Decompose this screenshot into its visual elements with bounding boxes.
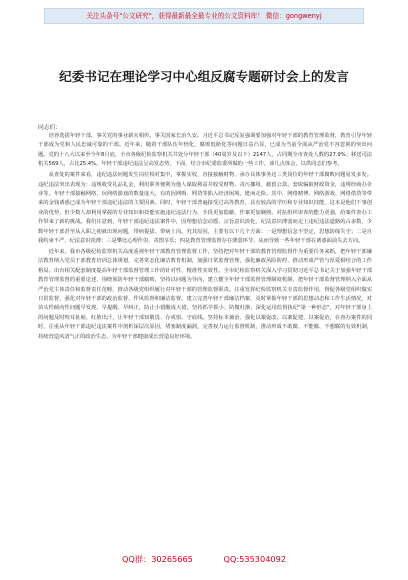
document-body [38, 132, 372, 342]
paragraph-2: 从查处的案件来看，违纪违法问题发生岗位相对集中，掌握实权，直接接触财物、承办具体事务这三类岗位的年轻干部腐败问题易发多发。违纪违法突出表现为：违规收受礼品礼金，利用职务便利为他人谋取利益并收受财物，贪污挪用、截留公款，套取骗取财政资金，违规经商办企业等。年轻干部接触网络、玩网络游戏的数量庞大，有的因网购、网贷等陷入经济困境，铤而走险。其中，网络赌博、网络游戏、网络借贷等带来的金钱诱惑已成为年轻干部违纪违法的主要因素。同时，年轻干部普遍接受过高等教育，具有较高的学历和专业知识技能，这本是他们干事创业的优势，但少数人却利用掌握的专业知识和技能实施违纪违法行为，手段更加隐蔽，作案更加娴熟，对抗组织审查的能力更强，给案件查办工作带来了新的挑战。我们注意到，年轻干部违纪违法案件中，因理想信念动摇、宗旨意识淡化、纪法意识薄弱而走上违纪违法道路的占多数，少数年轻干部甚至从入职之初就出现问题，带病提拔、带病上岗。究其原因，主要有以下几个方面：一是理想信念不坚定，思想防线失守；二是自我约束不严，纪法意识淡薄；三是攀比心理作祟，贪图享乐；四是教育管理监督存在薄弱环节，从而导致一些年轻干部在诱惑面前失去方向。 [38, 172, 372, 244]
footer-qq-group: QQ群：30265665 [121, 554, 193, 564]
footer-qq: QQ:535304092 [223, 554, 287, 564]
greeting: 同志们： [38, 125, 62, 131]
paragraph-1: 培养选拔年轻干部，事关党的事业薪火相传。事关国家长治久安。习近平总书记反复强调要加强对年轻干部的教育管理监督，教育引导年轻干部成为党和人民忠诚可靠的干部。近年来，随着干部队伍年轻化，腐败低龄化等问题日益凸显，已成为当前全面从严治党不容忽视的突出问题。党的十八大以来至今年8月底，全市各级纪检监察机关共处分年轻干部（40周岁及以下）2147人，占同期全市查处人数的27.9%；移送司法机关569人，占比25.4%。年轻干部违纪违法呈高发态势，下面，结合市纪委监委所做的一些工作，谈几点体会，以供同志们参考。 [38, 133, 372, 168]
document-title: 纪委书记在理论学习中心组反腐专题研讨会上的发言 [59, 69, 349, 84]
paragraph-3: 近年来，我市各级纪检监察机关高度重视年轻干部教育管理监督工作，坚持把对年轻干部的教育管理监督作为重要任务来抓，把年轻干部廉洁教育纳入党员干部教育培训总体规划，完善常态化廉洁教育机制，加强日常监督管理，强化廉政风险防控，推动形成严管与厚爱相结合的工作格局。出台相关配套制度提高年轻干部监督管理工作的针对性、精准性实效性。全市纪检监察机关深入学习贯彻习近平总书记关于加强年轻干部教育管理监督的重要论述，围绕预防年轻干部腐败，坚持以问题为导向，建立健全年轻干部监督管理制度机制，把年轻干部监督管理纳入全面从严治党主体责任和监督责任范畴，推动各级党组织履行对年轻干部的管理监督职责。注重发挥纪检监察机关专责监督作用，督促各级党组织做实日常监督，强化对年轻干部的政治监督、作风监督和廉洁监督。建立完善年轻干部廉洁档案，及时掌握年轻干部的思想动态和工作生活情况，对苗头性倾向性问题早发现、早提醒、早纠正，防止小错酿成大错。坚持抓早抓小、防微杜渐，深化运用监督执纪"第一种形态"，对年轻干部身上的问题及时咬耳扯袖、红脸出汗，让年轻干部知敬畏、存戒惧、守底线。坚持标本兼治、强化以案促改、以案促建、以案促治，在查办案件的同时，注重从年轻干部违纪违法案件中剖析深层次原因，堵塞制度漏洞，完善权力运行监督机制，推动形成不敢腐、不能腐、不想腐的有效机制，持续营造风清气正的政治生态，为年轻干部健康成长营造良好环境。 [38, 248, 372, 340]
footer-contact [0, 554, 408, 565]
top-banner: 关注头条号"公文研究"，获得最新最全最专业的公文资料库！ 微信：gongwenyj [44, 8, 364, 24]
